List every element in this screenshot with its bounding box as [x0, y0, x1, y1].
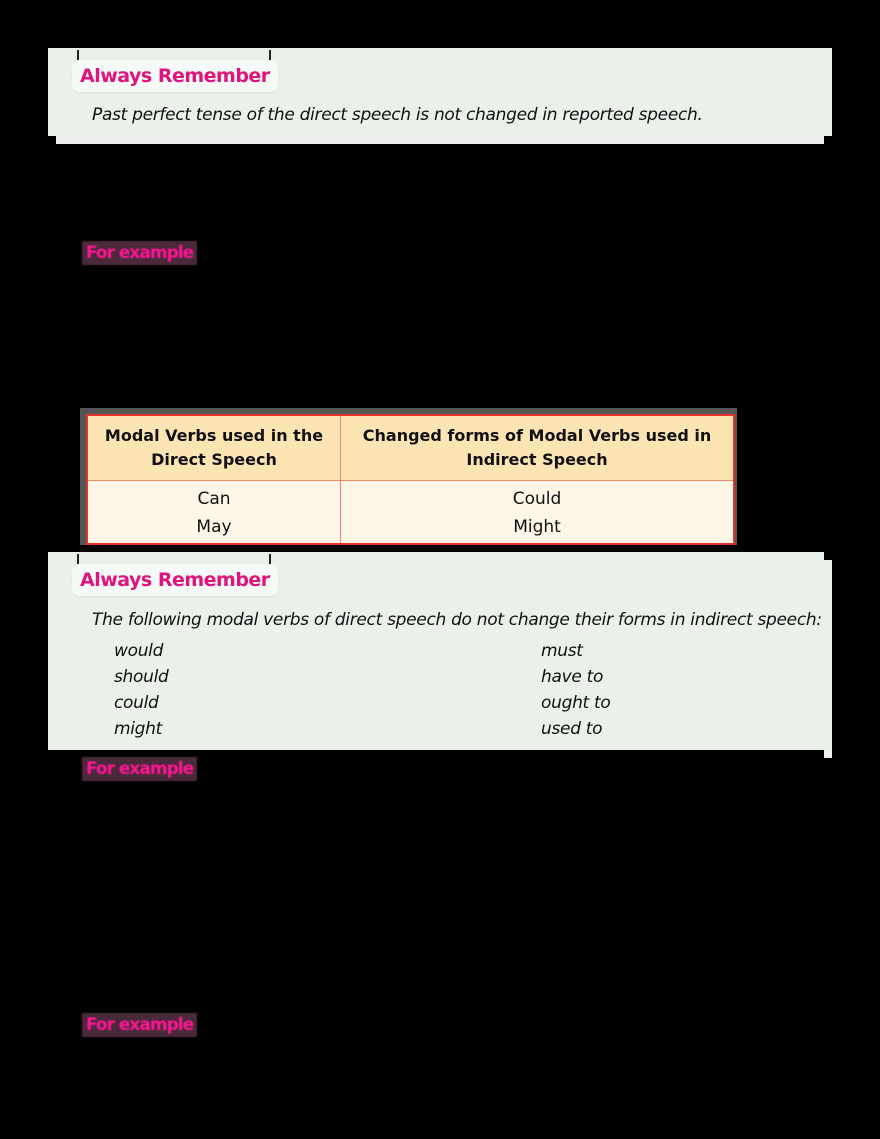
- always-remember-tag: Always Remember: [72, 60, 278, 92]
- pin-icon: [77, 554, 79, 564]
- modal-verb-right: used to: [541, 719, 603, 739]
- pin-icon: [269, 50, 271, 60]
- table-header-row: [87, 415, 734, 481]
- modal-verbs-table: [86, 414, 735, 545]
- box-right-strip: [824, 560, 832, 758]
- modal-verb-left: could: [114, 693, 159, 713]
- note-text: The following modal verbs of direct speech do not change their forms in indirect speech:: [92, 610, 822, 630]
- example-label: For example: [82, 757, 197, 781]
- example-label: For example: [82, 241, 197, 265]
- always-remember-tag: Always Remember: [72, 564, 278, 596]
- example-label: For example: [82, 1013, 197, 1037]
- modal-verb-left: would: [114, 641, 164, 661]
- table-cell: Might: [341, 513, 735, 544]
- table-cell: Can: [87, 481, 341, 514]
- pin-icon: [77, 50, 79, 60]
- modal-verb-right: have to: [541, 667, 604, 687]
- modal-verb-left: might: [114, 719, 163, 739]
- note-text: Past perfect tense of the direct speech is not changed in reported speech.: [92, 105, 703, 125]
- column-header: Changed forms of Modal Verbs used in Indirect Speech: [341, 415, 735, 481]
- column-header: Modal Verbs used in the Direct Speech: [87, 415, 341, 481]
- table-cell: Could: [341, 481, 735, 514]
- table-row: [87, 481, 734, 514]
- modal-verbs-table-container: [80, 408, 737, 545]
- table-cell: May: [87, 513, 341, 544]
- box-bottom-strip: [56, 136, 824, 144]
- modal-verb-right: must: [541, 641, 583, 661]
- modal-verb-right: ought to: [541, 693, 611, 713]
- modal-verb-left: should: [114, 667, 169, 687]
- pin-icon: [269, 554, 271, 564]
- table-row: [87, 513, 734, 544]
